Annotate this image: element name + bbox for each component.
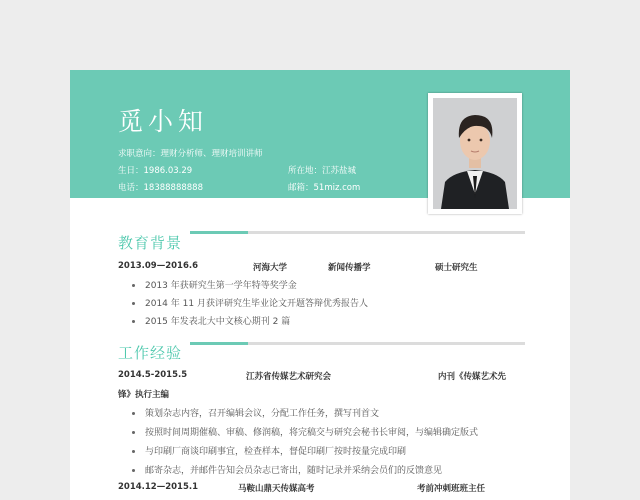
candidate-name: 觅小知 xyxy=(118,107,209,136)
list-item: 策划杂志内容，召开编辑会议，分配工作任务，撰写刊首文 xyxy=(132,406,379,419)
work-title: 工作经验 xyxy=(118,344,183,362)
location: 所在地：江苏盐城 xyxy=(288,166,357,176)
job-role-continued: 锋》执行主编 xyxy=(118,390,170,400)
job-intent: 求职意向：理财分析师、理财培训讲师 xyxy=(118,149,263,159)
education-title: 教育背景 xyxy=(118,234,183,252)
education-divider-accent xyxy=(190,231,248,234)
list-item: 2015 年发表北大中文核心期刊 2 篇 xyxy=(132,314,290,327)
work-divider-accent xyxy=(190,342,248,345)
job-role: 考前冲刺班班主任 xyxy=(417,484,486,494)
job-period: 2014.5-2015.5 xyxy=(118,370,188,380)
email: 邮箱：51miz.com xyxy=(288,183,361,193)
portrait-photo xyxy=(428,93,522,214)
education-school: 河海大学 xyxy=(253,263,288,273)
portrait-photo-icon xyxy=(433,98,517,209)
education-degree: 硕士研究生 xyxy=(435,263,478,273)
resume-page xyxy=(70,70,570,500)
education-period: 2013.09—2016.6 xyxy=(118,261,199,271)
job-organization: 马鞍山鼎天传媒高考 xyxy=(238,484,315,494)
phone: 电话：18388888888 xyxy=(118,183,203,193)
list-item: 2013 年获研究生第一学年特等奖学金 xyxy=(132,278,297,291)
job-period: 2014.12—2015.1 xyxy=(118,482,199,492)
education-major: 新闻传播学 xyxy=(328,263,371,273)
list-item: 与印刷厂商谈印刷事宜，检查样本，督促印刷厂按时按量完成印刷 xyxy=(132,444,406,457)
list-item: 2014 年 11 月获评研究生毕业论文开题答辩优秀报告人 xyxy=(132,296,368,309)
job-organization: 江苏省传媒艺术研究会 xyxy=(246,372,332,382)
list-item: 邮寄杂志，并邮件告知会员杂志已寄出，随时记录并采纳会员们的反馈意见 xyxy=(132,463,442,476)
birth-date: 生日：1986.03.29 xyxy=(118,166,193,176)
job-role: 内刊《传媒艺术先 xyxy=(438,372,507,382)
list-item: 按照时间周期催稿、审稿、修润稿，将完稿交与研究会秘书长审阅，与编辑确定版式 xyxy=(132,425,478,438)
